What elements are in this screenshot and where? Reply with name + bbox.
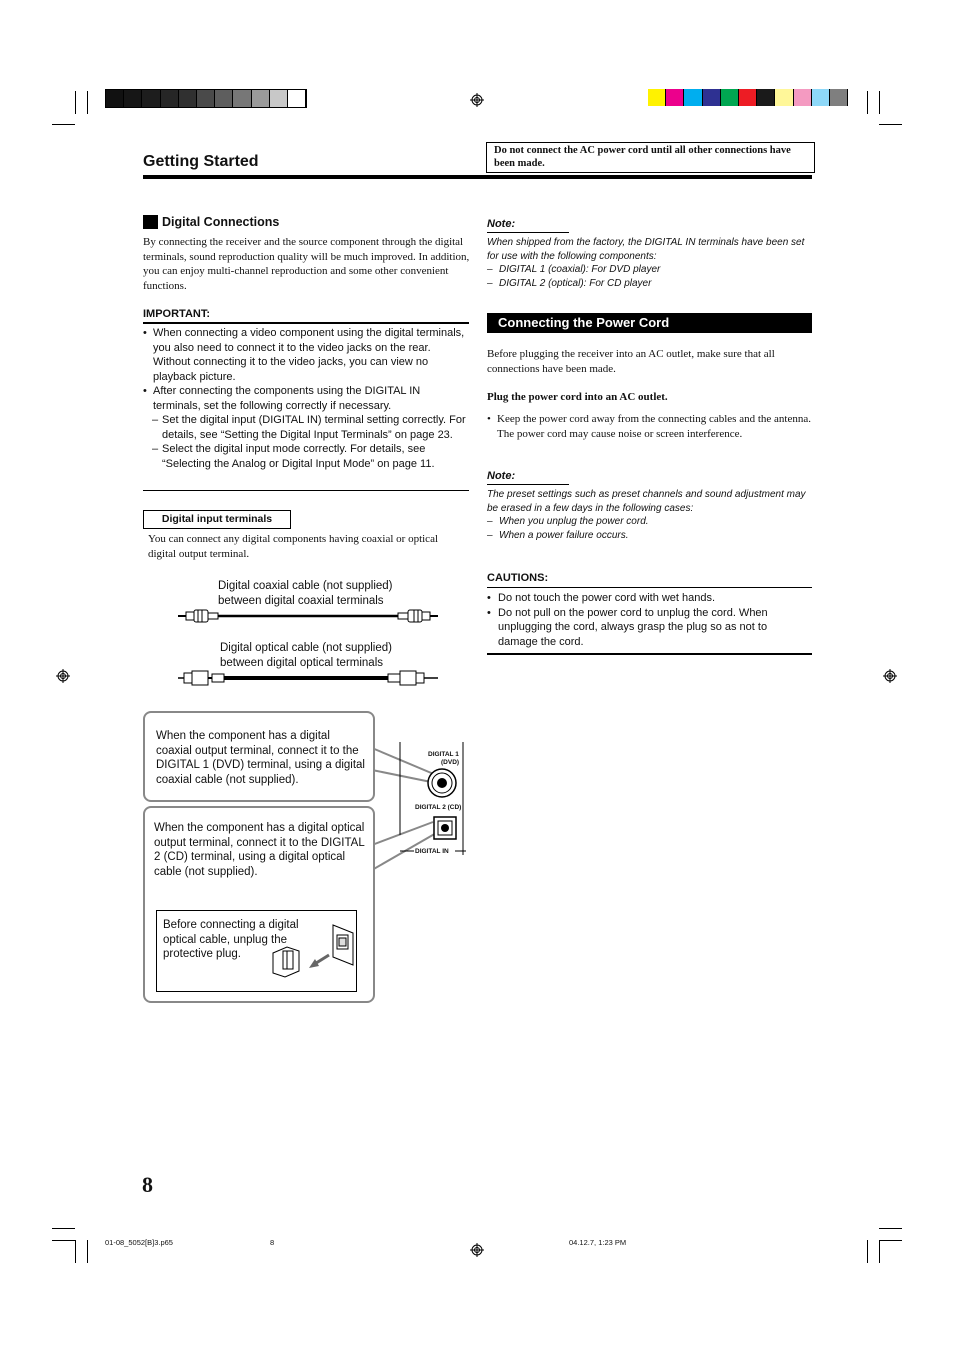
bullet: • <box>487 606 491 619</box>
list-item <box>487 606 805 650</box>
digital-connections-intro: By connecting the receiver and the source component through the digital terminals, sound reproduction quality will be much improved. In addition, you can enjoy multi-channel reproduction and some other convenient functions. <box>143 236 470 292</box>
list-item-text: Do not touch the power cord with wet hands. <box>498 592 716 604</box>
power-instruction: Plug the power cord into an AC outlet. <box>487 391 668 403</box>
list-item-text: Do not pull on the power cord to unplug the cord. When unplugging the cord, always grasp the plug so as not to damage the cord. <box>498 606 768 648</box>
footer-timestamp: 04.12.7, 1:23 PM <box>569 1238 627 1247</box>
cautions-rule-top <box>487 587 812 588</box>
list-item-text: Keep the power cord away from the connecting cables and the antenna. The power cord may cause noise or screen interference. <box>497 413 811 440</box>
bullet: – <box>487 264 493 275</box>
power-heading: Connecting the Power Cord <box>498 315 670 330</box>
optical-caption-1: Digital optical cable (not supplied) <box>220 642 392 654</box>
bullet: – <box>152 443 159 455</box>
callout-optical-text: When the component has a digital optical output terminal, connect it to the DIGITAL 2 (CD) terminal, using a digital optical cable (not supplied). <box>154 822 365 878</box>
coaxial-caption-1: Digital coaxial cable (not supplied) <box>218 580 393 592</box>
digital-connections-heading: Digital Connections <box>162 215 280 229</box>
panel-digital2-label: DIGITAL 2 (CD) <box>415 804 462 811</box>
callout-plug-text: Before connecting a digital optical cable, unplug the protective plug. <box>163 919 299 960</box>
footer-file-page: 8 <box>270 1238 275 1247</box>
page-title: Getting Started <box>143 153 259 170</box>
callout-coaxial-text: When the component has a digital coaxial output terminal, connect it to the DIGITAL 1 (DVD) terminal, using a digital coaxial cable (not supplied). <box>156 730 365 786</box>
bullet: • <box>487 413 491 425</box>
terminals-text: You can connect any digital components having coaxial or optical digital output terminal. <box>148 533 439 560</box>
list-item-text: Set the digital input (DIGITAL IN) terminal setting correctly. For details, see “Setting the Digital Input Terminals” on page 23. <box>162 414 466 441</box>
list-item-text: After connecting the components using the DIGITAL IN terminals, set the following correctly if necessary. <box>153 385 421 412</box>
cautions-list <box>487 591 805 649</box>
note2-label: Note: <box>487 470 516 482</box>
note1-label: Note: <box>487 218 516 230</box>
coaxial-caption-2: between digital coaxial terminals <box>218 595 384 607</box>
cautions-label: CAUTIONS: <box>487 572 549 584</box>
list-item-text: DIGITAL 1 (coaxial): For DVD player <box>499 264 661 275</box>
list-item-text: DIGITAL 2 (optical): For CD player <box>499 277 652 289</box>
bullet: – <box>487 529 493 541</box>
list-item-text: When connecting a video component using the digital terminals, you also need to connect it to the video jacks on the rear. Without connecting it to the video jacks, you can view no playback picture. <box>153 327 465 383</box>
callout-coaxial <box>143 711 375 802</box>
coaxial-jack-icon <box>426 767 458 799</box>
panel-digital1-label-b: (DVD) <box>441 759 460 766</box>
bullet: – <box>487 516 493 527</box>
list-item <box>487 277 812 291</box>
note1-rule <box>487 232 569 233</box>
bullet: • <box>487 592 491 604</box>
optical-caption-2: between digital optical terminals <box>220 657 384 669</box>
note2-text: The preset settings such as preset channels and sound adjustment may be erased in a few days in the following cases: <box>487 489 806 514</box>
footer-file-name: 01-08_5052[B]3.p65 <box>105 1238 173 1247</box>
note2-block <box>487 488 812 542</box>
note2-rule <box>487 484 569 485</box>
power-heading-bar <box>487 313 812 333</box>
list-item-text: When you unplug the power cord. <box>499 516 649 527</box>
optical-jack-icon <box>433 816 457 840</box>
panel-digital1-label-a: DIGITAL 1 <box>428 751 459 758</box>
bullet: • <box>143 385 147 397</box>
callout-plug-box <box>156 910 357 992</box>
list-item <box>487 263 812 277</box>
list-item-text: Select the digital input mode correctly. For details, see “Selecting the Analog or Digital Input Mode” on page 11. <box>162 443 435 470</box>
note1-block <box>487 236 812 290</box>
note1-text: When shipped from the factory, the DIGITAL IN terminals have been set for use with the following components: <box>487 237 805 262</box>
important-label: IMPORTANT: <box>143 308 211 320</box>
page-number: 8 <box>142 1172 153 1197</box>
warning-text: Do not connect the AC power cord until all other connections have been made. <box>494 145 791 169</box>
bullet: • <box>143 327 147 339</box>
power-intro: Before plugging the receiver into an AC outlet, make sure that all connections have been made. <box>487 348 775 375</box>
list-item <box>487 591 805 606</box>
list-item <box>487 412 812 441</box>
bullet: – <box>487 277 493 289</box>
power-list <box>487 412 812 441</box>
protective-plug-icon <box>269 921 355 985</box>
list-item-text: When a power failure occurs. <box>499 529 629 541</box>
list-item <box>487 515 812 529</box>
callout-optical <box>143 806 375 1003</box>
terminals-heading: Digital input terminals <box>161 513 273 525</box>
bullet: – <box>152 414 159 426</box>
cautions-rule-bottom <box>487 653 812 655</box>
panel-digital-in-label: DIGITAL IN <box>415 848 449 855</box>
list-item <box>487 529 812 543</box>
